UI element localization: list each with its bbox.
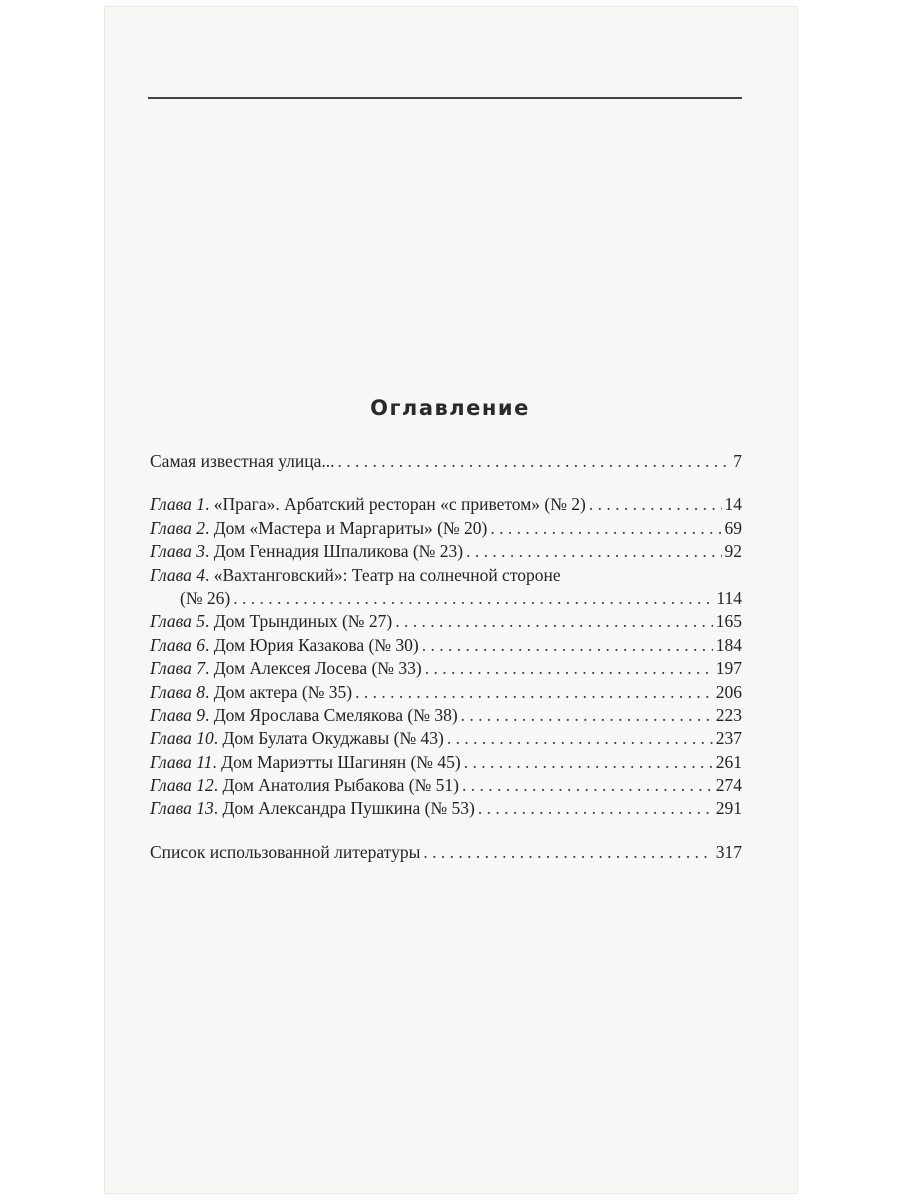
- chapter-label: Глава 12: [150, 775, 214, 796]
- chapter-title: . Дом Анатолия Рыбакова (№ 51): [213, 775, 459, 796]
- toc-entry-page: 165: [715, 611, 742, 632]
- chapter-label: Глава 4: [150, 564, 205, 585]
- toc-entry-chapter-1: [150, 493, 742, 516]
- dot-leader: [425, 657, 713, 680]
- toc-entry-page: 237: [715, 728, 742, 749]
- chapter-label: Глава 13: [150, 798, 214, 819]
- toc-entry-page: 14: [724, 494, 742, 515]
- toc-title: Оглавление: [370, 396, 530, 420]
- toc-entry-page: 7: [733, 451, 742, 471]
- chapter-title: . Дом Трындиных (№ 27): [204, 611, 393, 632]
- chapter-title: . Дом Юрия Казакова (№ 30): [204, 634, 419, 655]
- chapter-label: Глава 6: [150, 634, 205, 655]
- table-of-contents: [150, 450, 742, 864]
- toc-entry-text: Самая известная улица...: [150, 451, 335, 471]
- toc-entry-text: Список использованной литературы: [150, 841, 421, 862]
- header-rule: [148, 97, 742, 99]
- toc-entry-chapter-9: [150, 704, 742, 727]
- chapter-label: Глава 1: [150, 494, 205, 515]
- chapter-label: Глава 10: [150, 728, 214, 749]
- toc-entry-page: 206: [715, 681, 742, 702]
- toc-entry-page: 274: [715, 775, 742, 796]
- dot-leader: [447, 727, 713, 750]
- toc-entry-chapter-6: [150, 634, 742, 657]
- chapter-label: Глава 11: [150, 751, 213, 772]
- dot-leader: [461, 704, 713, 727]
- toc-entry-bibliography: [150, 841, 742, 864]
- toc-entry-chapter-8: [150, 681, 742, 704]
- chapter-label: Глава 3: [150, 541, 205, 562]
- chapter-title: . Дом Геннадия Шпаликова (№ 23): [204, 541, 464, 562]
- dot-leader: [478, 797, 713, 820]
- toc-entry-page: 291: [715, 798, 742, 819]
- toc-entry-page: 114: [716, 587, 742, 608]
- toc-entry-page: 69: [724, 517, 742, 538]
- chapter-label: Глава 9: [150, 704, 205, 725]
- chapter-title: . Дом Ярослава Смелякова (№ 38): [204, 704, 458, 725]
- dot-leader: [338, 450, 731, 473]
- toc-entry-page: 197: [715, 658, 742, 679]
- dot-leader: [462, 774, 713, 797]
- chapter-title: . Дом Алексея Лосева (№ 33): [204, 658, 422, 679]
- toc-entry-page: 92: [724, 541, 742, 562]
- toc-entry-chapter-5: [150, 610, 742, 633]
- dot-leader: [355, 681, 713, 704]
- chapter-title: . Дом Александра Пушкина (№ 53): [213, 798, 475, 819]
- chapter-label: Глава 5: [150, 611, 205, 632]
- toc-entry-chapter-12: [150, 774, 742, 797]
- toc-entry-page: 261: [715, 751, 742, 772]
- chapter-title: . Дом Булата Окуджавы (№ 43): [213, 728, 444, 749]
- toc-entry-chapter-10: [150, 727, 742, 750]
- toc-entry-chapter-13: [150, 797, 742, 820]
- toc-entry-page: 317: [715, 841, 742, 862]
- toc-entry-chapter-7: [150, 657, 742, 680]
- dot-leader: [466, 540, 721, 563]
- dot-leader: [490, 517, 721, 540]
- chapter-title: . Дом Мариэтты Шагинян (№ 45): [212, 751, 461, 772]
- dot-leader: [464, 751, 713, 774]
- dot-leader: [395, 610, 713, 633]
- toc-entry-chapter-4: [150, 564, 742, 587]
- chapter-title: . Дом «Мастера и Маргариты» (№ 20): [204, 517, 488, 538]
- chapter-title: . «Вахтанговский»: Театр на солнечной стороне: [204, 564, 561, 585]
- chapter-label: Глава 8: [150, 681, 205, 702]
- toc-entry-chapter-3: [150, 540, 742, 563]
- toc-entry-chapter-11: [150, 751, 742, 774]
- chapter-title-cont: (№ 26): [180, 587, 231, 608]
- chapter-title: . Дом актера (№ 35): [204, 681, 353, 702]
- dot-leader: [589, 493, 722, 516]
- dot-leader: [423, 841, 712, 864]
- toc-entry-page: 184: [715, 634, 742, 655]
- dot-leader: [422, 634, 713, 657]
- chapter-label: Глава 7: [150, 658, 205, 679]
- toc-entry-chapter-2: [150, 517, 742, 540]
- toc-entry-chapter-4-cont: [150, 587, 742, 610]
- toc-entry-intro: [150, 450, 742, 473]
- toc-entry-page: 223: [715, 704, 742, 725]
- dot-leader: [233, 587, 713, 610]
- chapter-label: Глава 2: [150, 517, 205, 538]
- chapter-title: . «Прага». Арбатский ресторан «с приветом» (№ 2): [204, 494, 586, 515]
